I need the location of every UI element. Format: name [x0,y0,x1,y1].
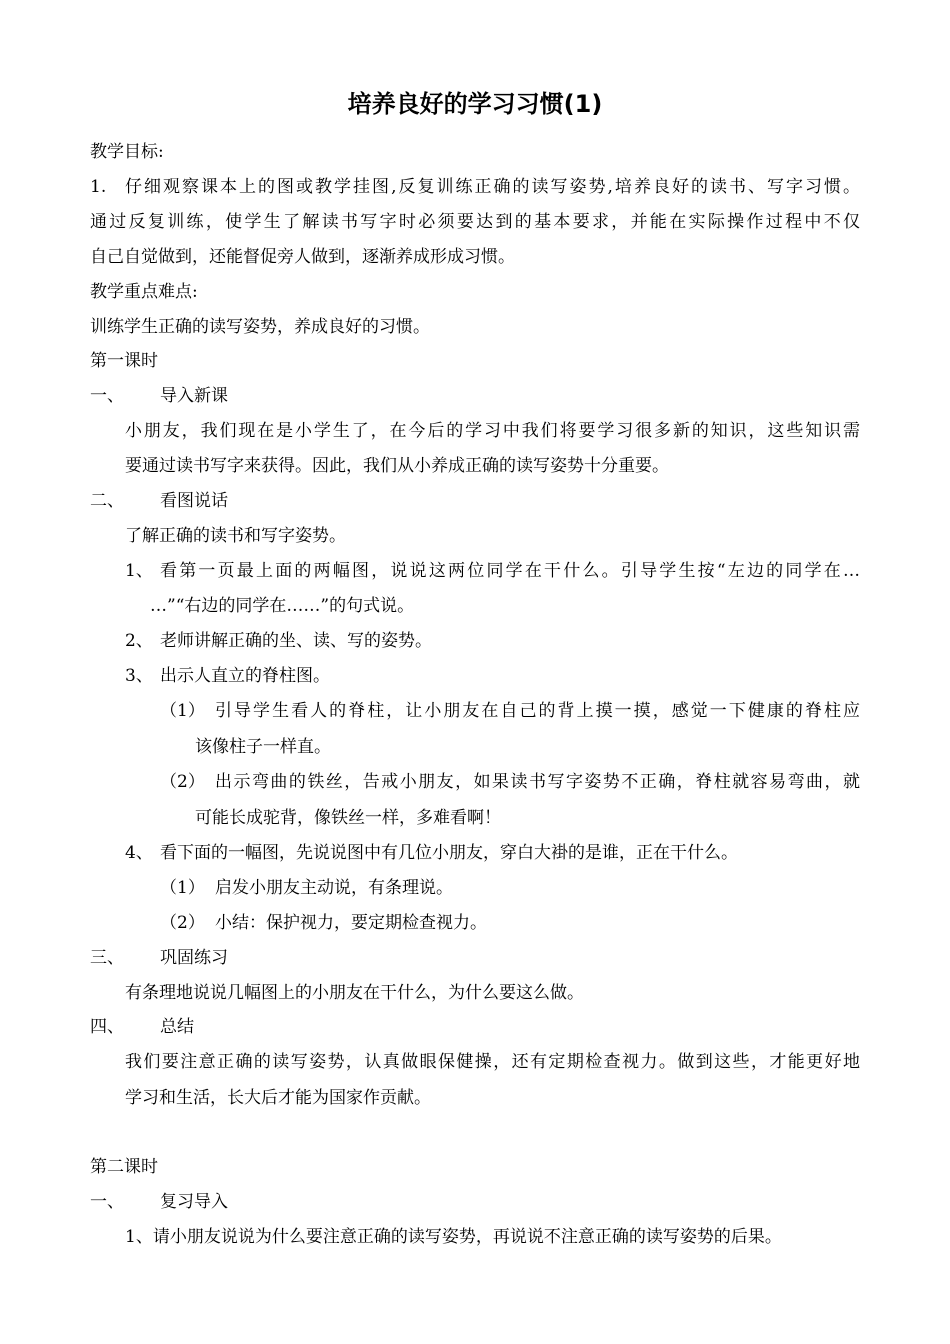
item-line: 老师讲解正确的坐、读、写的姿势。 [160,631,432,651]
paragraph-line: 学习和生活，长大后才能为国家作贡献。 [125,1088,431,1108]
objective-line: 仔细观察课本上的图或教学挂图,反复训练正确的读写姿势,培养良好的读书、写字习惯。 [125,177,860,197]
paragraph-line: 了解正确的读书和写字姿势。 [125,526,346,546]
section-title: 复习导入 [160,1192,228,1212]
document-title: 培养良好的学习习惯(1) [347,90,603,118]
paragraph-line: 我们要注意正确的读写姿势，认真做眼保健操，还有定期检查视力。做到这些，才能更好地 [125,1052,860,1072]
subitem-number: （1） [160,701,205,721]
lesson2-heading: 第二课时 [90,1157,158,1177]
item-number: 4、 [125,843,153,863]
objective-number: 1. [90,177,107,197]
subitem-number: （1） [160,878,205,898]
item-line: 看下面的一幅图，先说说图中有几位小朋友，穿白大褂的是谁，正在干什么。 [160,843,738,863]
subitem-number: （2） [160,772,205,792]
subitem-line: 该像柱子一样直。 [195,737,331,757]
subitem-line: 可能长成驼背，像铁丝一样，多难看啊！ [195,808,501,828]
paragraph-line: 要通过读书写字来获得。因此，我们从小养成正确的读写姿势十分重要。 [125,456,669,476]
section-title: 看图说话 [160,491,228,511]
section-number: 四、 [90,1017,124,1037]
item-line: 出示人直立的脊柱图。 [160,666,330,686]
subitem-line: 出示弯曲的铁丝，告戒小朋友，如果读书写字姿势不正确，脊柱就容易弯曲，就 [215,772,860,792]
section-title: 导入新课 [160,386,228,406]
item-number: 2、 [125,631,153,651]
key-points-heading: 教学重点难点: [90,282,198,302]
subitem-line: 启发小朋友主动说，有条理说。 [215,878,453,898]
objectives-heading: 教学目标: [90,142,164,162]
section-number: 三、 [90,948,124,968]
objective-line: 自己自觉做到，还能督促旁人做到，逐渐养成形成习惯。 [90,247,515,267]
paragraph-line: 有条理地说说几幅图上的小朋友在干什么，为什么要这么做。 [125,983,584,1003]
item-line: …”“右边的同学在……”的句式说。 [150,596,415,616]
item-line: 看第一页最上面的两幅图，说说这两位同学在干什么。引导学生按“左边的同学在… [160,561,860,581]
subitem-line: 小结：保护视力，要定期检查视力。 [215,913,487,933]
key-points-text: 训练学生正确的读写姿势，养成良好的习惯。 [90,317,430,337]
subitem-number: （2） [160,913,205,933]
lesson1-heading: 第一课时 [90,351,158,371]
section-title: 总结 [160,1017,194,1037]
item-number: 1、 [125,561,153,581]
section-number: 一、 [90,1192,124,1212]
section-title: 巩固练习 [160,948,228,968]
section-number: 一、 [90,386,124,406]
paragraph-line: 小朋友，我们现在是小学生了，在今后的学习中我们将要学习很多新的知识，这些知识需 [125,421,860,441]
subitem-line: 引导学生看人的脊柱，让小朋友在自己的背上摸一摸，感觉一下健康的脊柱应 [215,701,860,721]
paragraph-line: 1、请小朋友说说为什么要注意正确的读写姿势，再说说不注意正确的读写姿势的后果。 [125,1227,782,1247]
objective-line: 通过反复训练，使学生了解读书写字时必须要达到的基本要求，并能在实际操作过程中不仅 [90,212,860,232]
item-number: 3、 [125,666,153,686]
section-number: 二、 [90,491,124,511]
